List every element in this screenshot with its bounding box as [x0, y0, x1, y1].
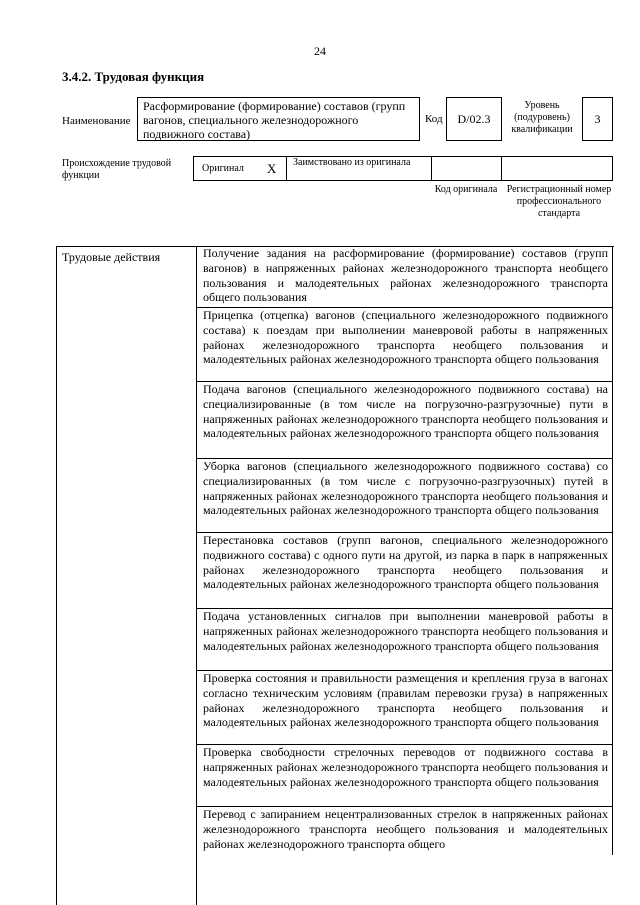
origin-label: Происхождение трудовой функции [62, 158, 172, 181]
labor-action-1: Получение задания на расформирование (формирование) составов (групп вагонов) в напряженных районах железнодорожного транспорта необщего пользования и малодеятельных районах железнодорожного транспорта общего пользования [197, 246, 612, 308]
labor-actions-label: Трудовые действия [62, 250, 161, 264]
labor-action-6: Подача установленных сигналов при выполнении маневровой работы в напряженных районах железнодорожного транспорта необщего пользования и малодеятельных районах железнодорожного транспорта общего пользования [197, 609, 612, 671]
labor-action-2: Прицепка (отцепка) вагонов (специального железнодорожного подвижного состава) к поездам при выполнении маневровой работы в напряженных районах железнодорожного транспорта необщего пользования и малодеятельных районах железнодорожного транспорта общего пользования [197, 308, 612, 382]
code-label: Код [425, 113, 443, 125]
labor-action-4: Уборка вагонов (специального железнодорожного подвижного состава) со специализированных (в том числе с погрузочно-разгрузочных) путей в напряженных районах железнодорожного транспорта необщего пользования и малодеятельных районах железнодорожного транспорта общего пользования [197, 459, 612, 533]
reg-number-cell [502, 157, 613, 180]
code-original-cell [432, 157, 502, 180]
labor-action-5: Перестановка составов (групп вагонов, специального железнодорожного подвижного состава) с одного пути на другой, из парка в парк в напряженных районах железнодорожного транспорта необщего пользования и малодеятельных районах железнодорожного транспорта общего пользования [197, 533, 612, 609]
name-value: Расформирование (формирование) составов (групп вагонов, специального железнодорожного подвижного состава) [137, 97, 420, 141]
original-cell [194, 157, 287, 180]
name-label: Наименование [62, 115, 131, 127]
labor-action-9: Перевод с запиранием нецентрализованных стрелок в напряженных районах железнодорожного транспорта необщего пользования и малодеятельных районах железнодорожного транспорта общего [203, 807, 608, 851]
borrowed-cell [287, 157, 432, 180]
labor-action-7: Проверка состояния и правильности размещения и крепления груза в вагонах согласно техническим условиям (правилам перевозки груза) в напряженных районах железнодорожного транспорта необщего пользования и малодеятельных районах железнодорожного транспорта общего пользования [197, 671, 612, 745]
labor-action-3: Подача вагонов (специального железнодорожного подвижного состава) на специализированные (в том числе на погрузочно-разгрузочные) пути в напряженных районах железнодорожного транспорта необщего пользования и малодеятельных районах железнодорожного транспорта общего пользования [197, 382, 612, 459]
original-label: Оригинал [202, 163, 244, 174]
labor-action-8: Проверка свободности стрелочных переводов от подвижного состава в напряженных районах железнодорожного транспорта необщего пользования и малодеятельных районах железнодорожного транспорта общего пользования [197, 745, 612, 807]
level-value: 3 [582, 97, 613, 141]
code-value: D/02.3 [446, 97, 502, 141]
level-label: Уровень (подуровень) квалификации [511, 100, 573, 135]
labor-actions-label-cell [56, 246, 197, 905]
original-mark: X [267, 161, 277, 176]
code-original-label: Код оригинала [434, 184, 498, 195]
labor-actions-list [197, 246, 613, 855]
origin-table [193, 156, 613, 181]
page-number: 24 [314, 44, 326, 58]
borrowed-label: Заимствовано из оригинала [293, 157, 411, 168]
section-title: 3.4.2. Трудовая функция [62, 69, 205, 84]
reg-number-label: Регистрационный номер профессионального стандарта [506, 184, 612, 219]
